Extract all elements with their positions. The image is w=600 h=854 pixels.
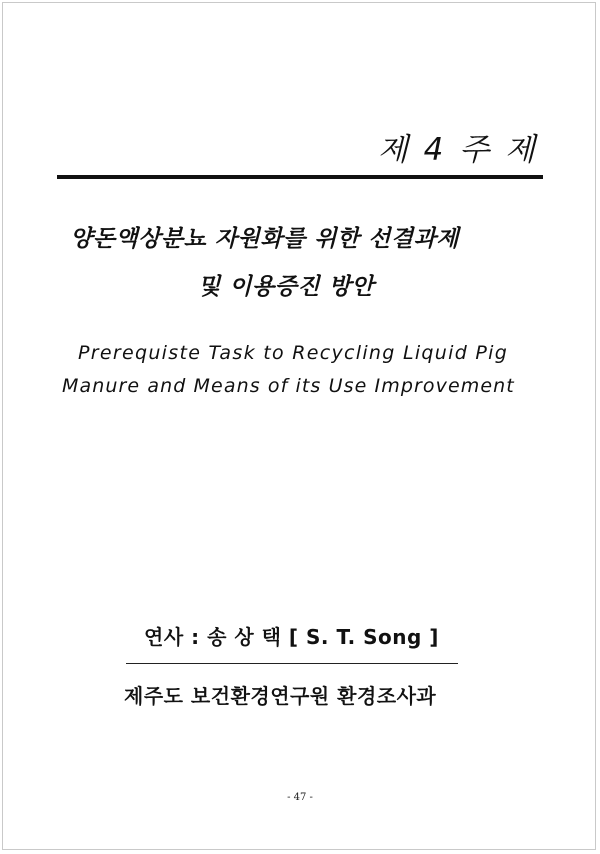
chapter-heading: 제 4 주 제 (377, 132, 538, 168)
heading-divider (57, 175, 543, 179)
english-title-line-2: Manure and Means of its Use Improvement (62, 375, 515, 397)
korean-title-line-1: 양돈액상분뇨 자원화를 위한 선결과제 (70, 226, 460, 252)
korean-title-line-2: 및 이용증진 방안 (198, 274, 375, 300)
speaker-divider (126, 663, 458, 664)
affiliation-line: 제주도 보건환경연구원 환경조사과 (124, 684, 437, 708)
page-number: - 47 - (287, 792, 313, 803)
english-title-line-1: Prerequiste Task to Recycling Liquid Pig (78, 342, 509, 364)
speaker-line: 연사 : 송 상 택 [ S. T. Song ] (144, 625, 439, 649)
